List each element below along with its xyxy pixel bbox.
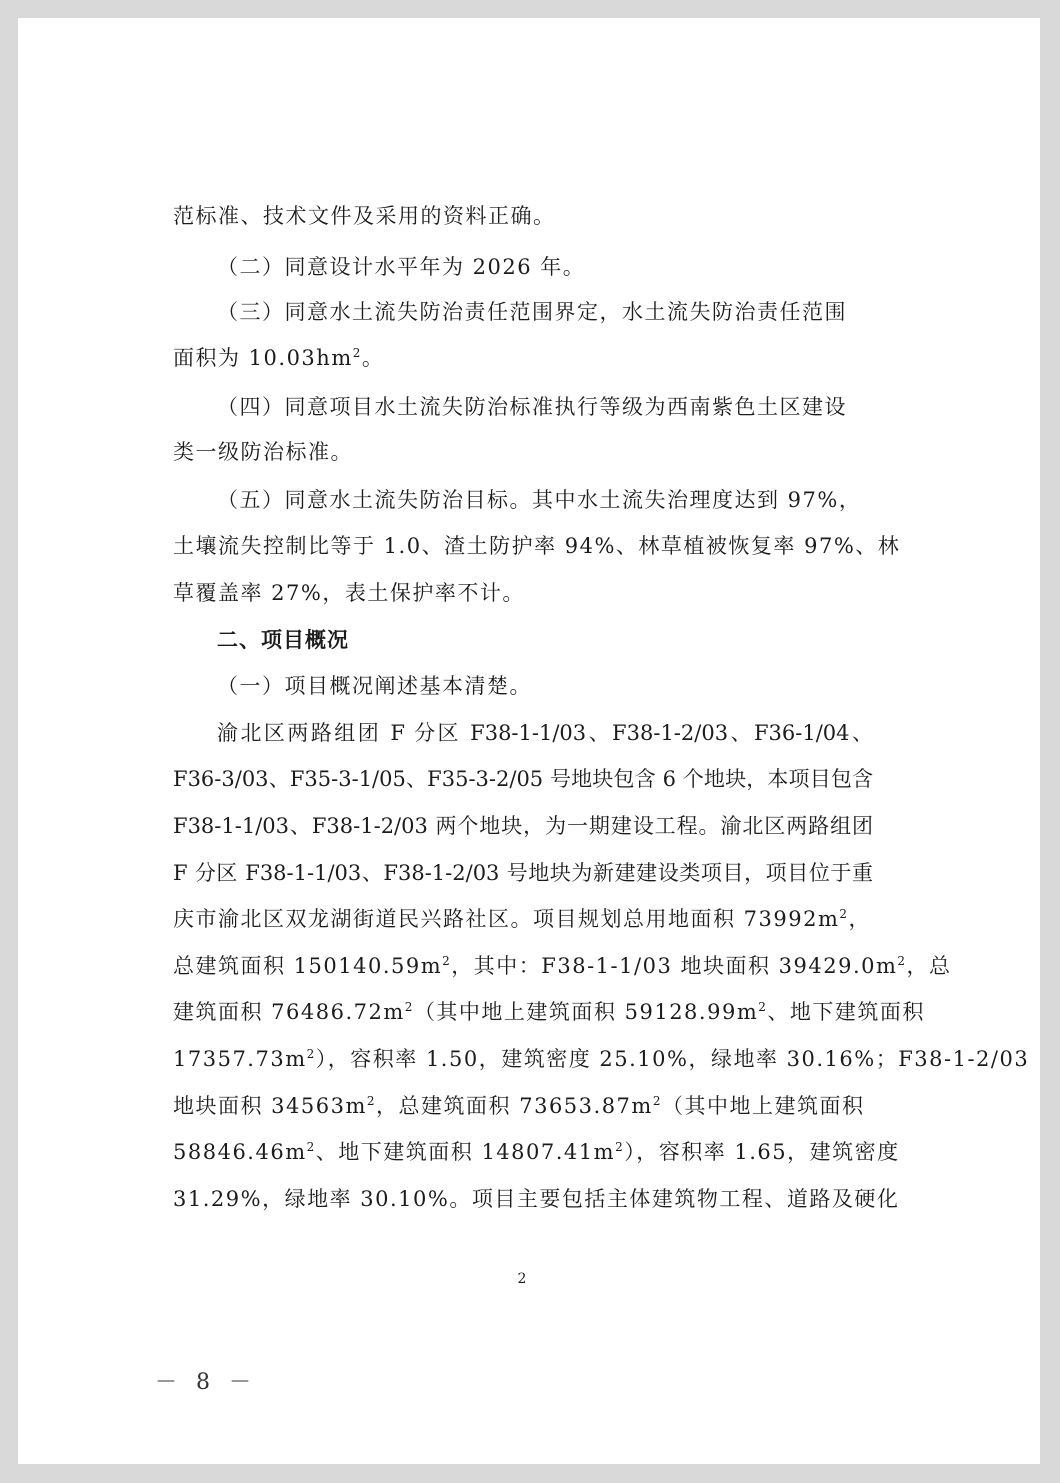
superscript: 2 <box>306 1047 316 1061</box>
underground-area-text: 17357.73m <box>173 1047 307 1071</box>
text-line-2: （二）同意设计水平年为 2026 年。 <box>217 255 586 279</box>
plot2-ratio-text: ），容积率 1.65，建筑密度 <box>624 1140 900 1164</box>
text-line-3: （三）同意水土流失防治责任范围界定，水土流失防治责任范围 <box>217 300 847 324</box>
superscript: 2 <box>366 1094 377 1108</box>
text-line-17 <box>173 953 952 979</box>
text-line-16 <box>173 906 873 932</box>
above-ground-text: （其中地上建筑面积 59128.99m <box>413 1000 759 1024</box>
page-number: 2 <box>517 1271 527 1287</box>
superscript: 2 <box>652 1094 662 1108</box>
superscript: 2 <box>897 954 907 968</box>
text-line-18 <box>173 999 925 1025</box>
text-line-9: 草覆盖率 27%，表土保护率不计。 <box>173 581 525 605</box>
text-line-12: 渝北区两路组团 F 分区 F38-1-1/03、F38-1-2/03、F36-1/04、 <box>217 721 873 745</box>
plot2-area-text: 地块面积 34563m <box>173 1094 367 1118</box>
superscript: 2 <box>839 907 849 921</box>
plot2-above-text: （其中地上建筑面积 <box>661 1094 865 1118</box>
text-line-1: 范标准、技术文件及采用的资料正确。 <box>173 204 556 228</box>
text-line-8: 土壤流失控制比等于 1.0、渣土防护率 94%、林草植被恢复率 97%、林 <box>173 534 901 558</box>
plot2-under-text: 、地下建筑面积 14807.41m <box>315 1140 616 1164</box>
land-area-text: 庆市渝北区双龙湖街道民兴路社区。项目规划总用地面积 73992m <box>173 907 840 931</box>
section-heading: 二、项目概况 <box>217 628 349 652</box>
text-line-22: 31.29%，绿地率 30.10%。项目主要包括主体建筑物工程、道路及硬化 <box>173 1187 900 1211</box>
text-line-11: （一）项目概况阐述基本清楚。 <box>217 674 532 698</box>
text-line-6: 类一级防治标准。 <box>173 440 353 464</box>
text-line-20 <box>173 1093 873 1119</box>
underground-text: 、地下建筑面积 <box>767 1000 925 1024</box>
punct: ，总 <box>906 954 952 978</box>
superscript: 2 <box>615 1140 625 1154</box>
text-line-4 <box>173 345 873 371</box>
superscript: 2 <box>442 954 452 968</box>
plot-area-text: ，其中：F38-1-1/03 地块面积 39429.0m <box>451 954 898 978</box>
text-line-14: F38-1-1/03、F38-1-2/03 两个地块，为一期建设工程。渝北区两路组团 <box>173 814 873 838</box>
superscript: 2 <box>758 1000 768 1014</box>
text-line-21 <box>173 1139 900 1165</box>
building-area-text: 建筑面积 76486.72m <box>173 1000 405 1024</box>
text-line-7: （五）同意水土流失防治目标。其中水土流失治理度达到 97%， <box>217 488 862 512</box>
superscript: 2 <box>352 346 362 360</box>
text-line-13: F36-3/03、F35-3-1/05、F35-3-2/05 号地块包含 6 个地块，本项目包含 <box>173 767 873 791</box>
ratio-text: ），容积率 1.50，建筑密度 25.10%，绿地率 30.16%；F38-1-2/03 <box>315 1047 1030 1071</box>
superscript: 2 <box>306 1140 316 1154</box>
text-line-19 <box>173 1046 1030 1072</box>
text-line-15: F 分区 F38-1-1/03、F38-1-2/03 号地块为新建建设类项目，项目位于重 <box>173 861 873 885</box>
punct: ， <box>848 907 872 931</box>
text-line-5: （四）同意项目水土流失防治标准执行等级为西南紫色土区建设 <box>217 395 847 419</box>
superscript: 2 <box>404 1000 414 1014</box>
footer-page-number: － 8 － <box>155 1370 257 1395</box>
punct: 。 <box>361 346 385 370</box>
plot2-above-area-text: 58846.46m <box>173 1140 307 1164</box>
area-text: 面积为 10.03hm <box>173 346 353 370</box>
plot2-total-text: ，总建筑面积 73653.87m <box>376 1094 653 1118</box>
total-area-text: 总建筑面积 150140.59m <box>173 954 443 978</box>
